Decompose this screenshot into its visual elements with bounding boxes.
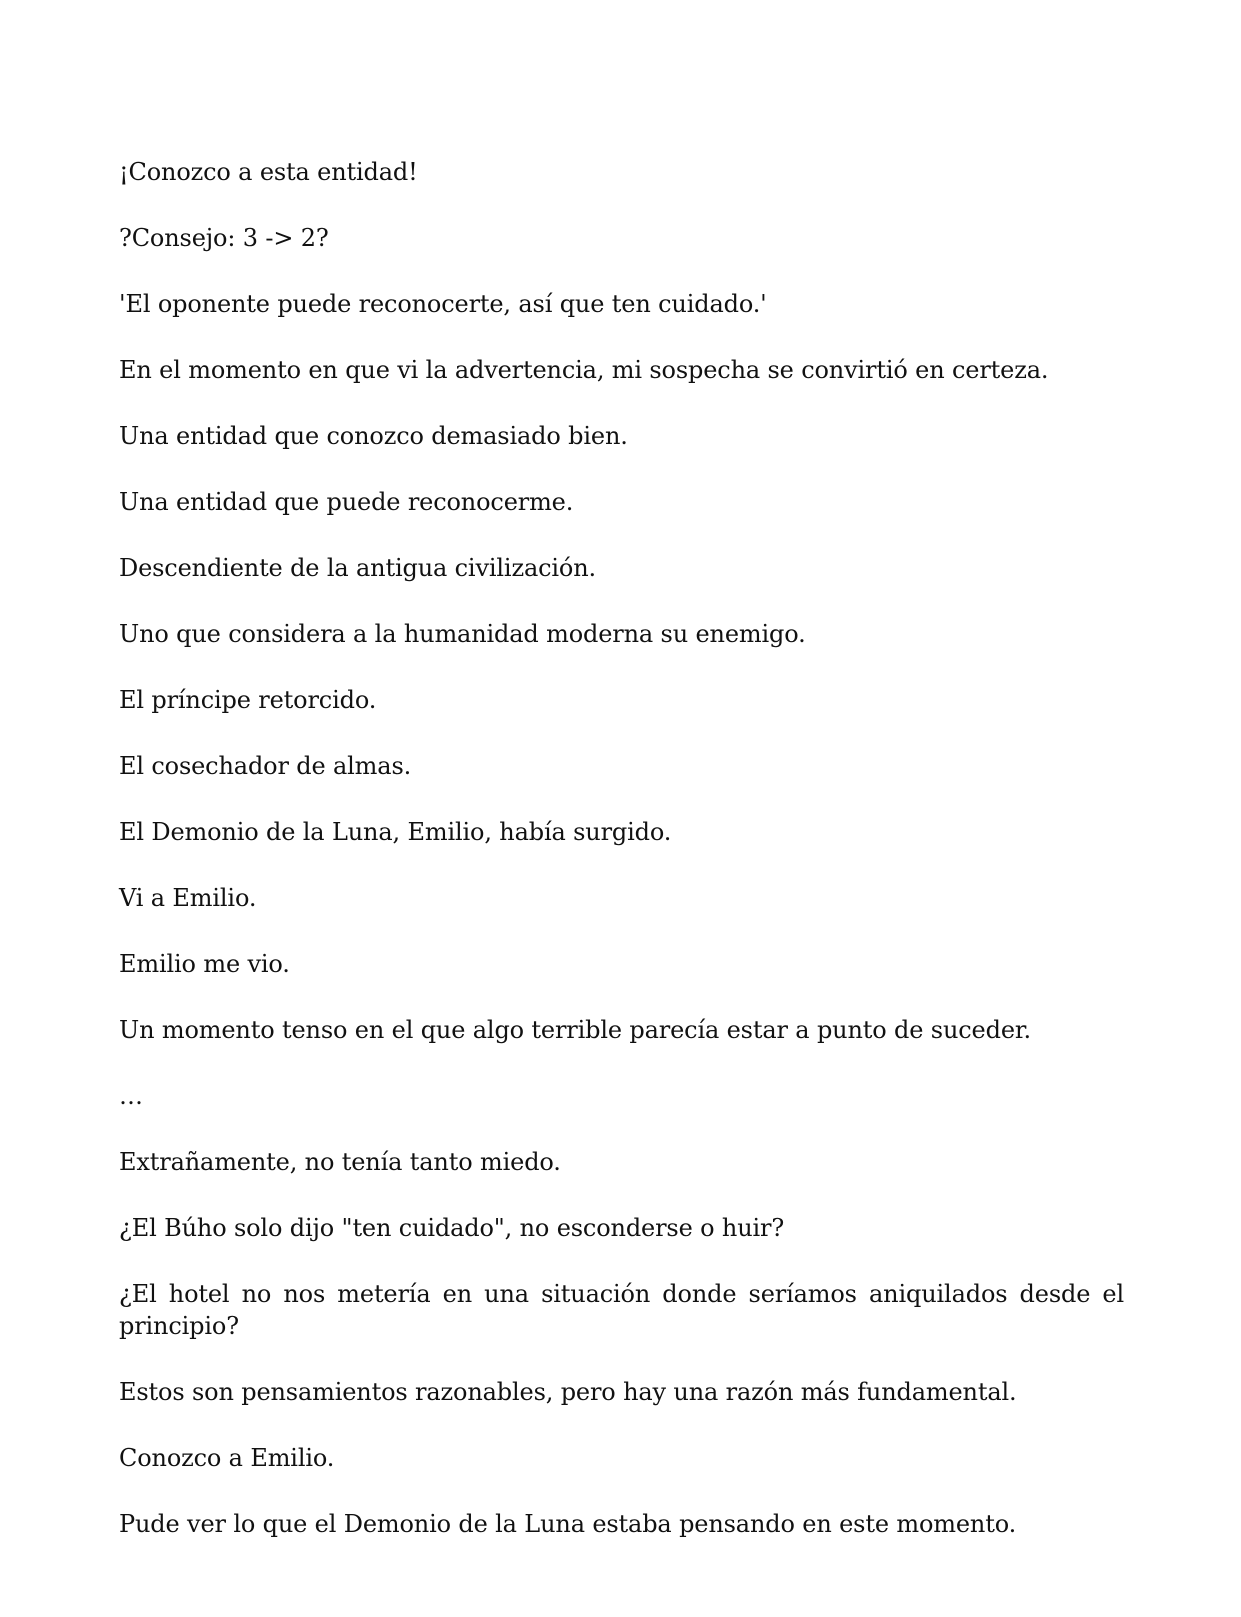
paragraph: … (119, 1082, 143, 1110)
paragraph: Uno que considera a la humanidad moderna su enemigo. (119, 620, 806, 648)
paragraph: El Demonio de la Luna, Emilio, había surgido. (119, 818, 672, 846)
paragraph: Una entidad que conozco demasiado bien. (119, 422, 628, 450)
paragraph: ¿El hotel no nos metería en una situación donde seríamos aniquilados desde el principio? (119, 1280, 1124, 1340)
paragraph: Conozco a Emilio. (119, 1444, 335, 1472)
paragraph: ¿El Búho solo dijo "ten cuidado", no esconderse o huir? (119, 1214, 785, 1242)
paragraph: Pude ver lo que el Demonio de la Luna estaba pensando en este momento. (119, 1510, 1017, 1538)
paragraph: Emilio me vio. (119, 950, 290, 978)
paragraph: ?Consejo: 3 -> 2? (119, 224, 329, 252)
paragraph: Estos son pensamientos razonables, pero hay una razón más fundamental. (119, 1378, 1017, 1406)
paragraph: Vi a Emilio. (119, 884, 257, 912)
paragraph: 'El oponente puede reconocerte, así que ten cuidado.' (119, 290, 767, 318)
paragraph: ¡Conozco a esta entidad! (119, 158, 418, 186)
paragraph: El príncipe retorcido. (119, 686, 377, 714)
paragraph: Un momento tenso en el que algo terrible parecía estar a punto de suceder. (119, 1016, 1032, 1044)
paragraph: Descendiente de la antigua civilización. (119, 554, 597, 582)
paragraph: Extrañamente, no tenía tanto miedo. (119, 1148, 561, 1176)
paragraph: En el momento en que vi la advertencia, mi sospecha se convirtió en certeza. (119, 356, 1049, 384)
paragraph: El cosechador de almas. (119, 752, 412, 780)
document-body (119, 156, 1124, 1574)
paragraph: Una entidad que puede reconocerme. (119, 488, 574, 516)
